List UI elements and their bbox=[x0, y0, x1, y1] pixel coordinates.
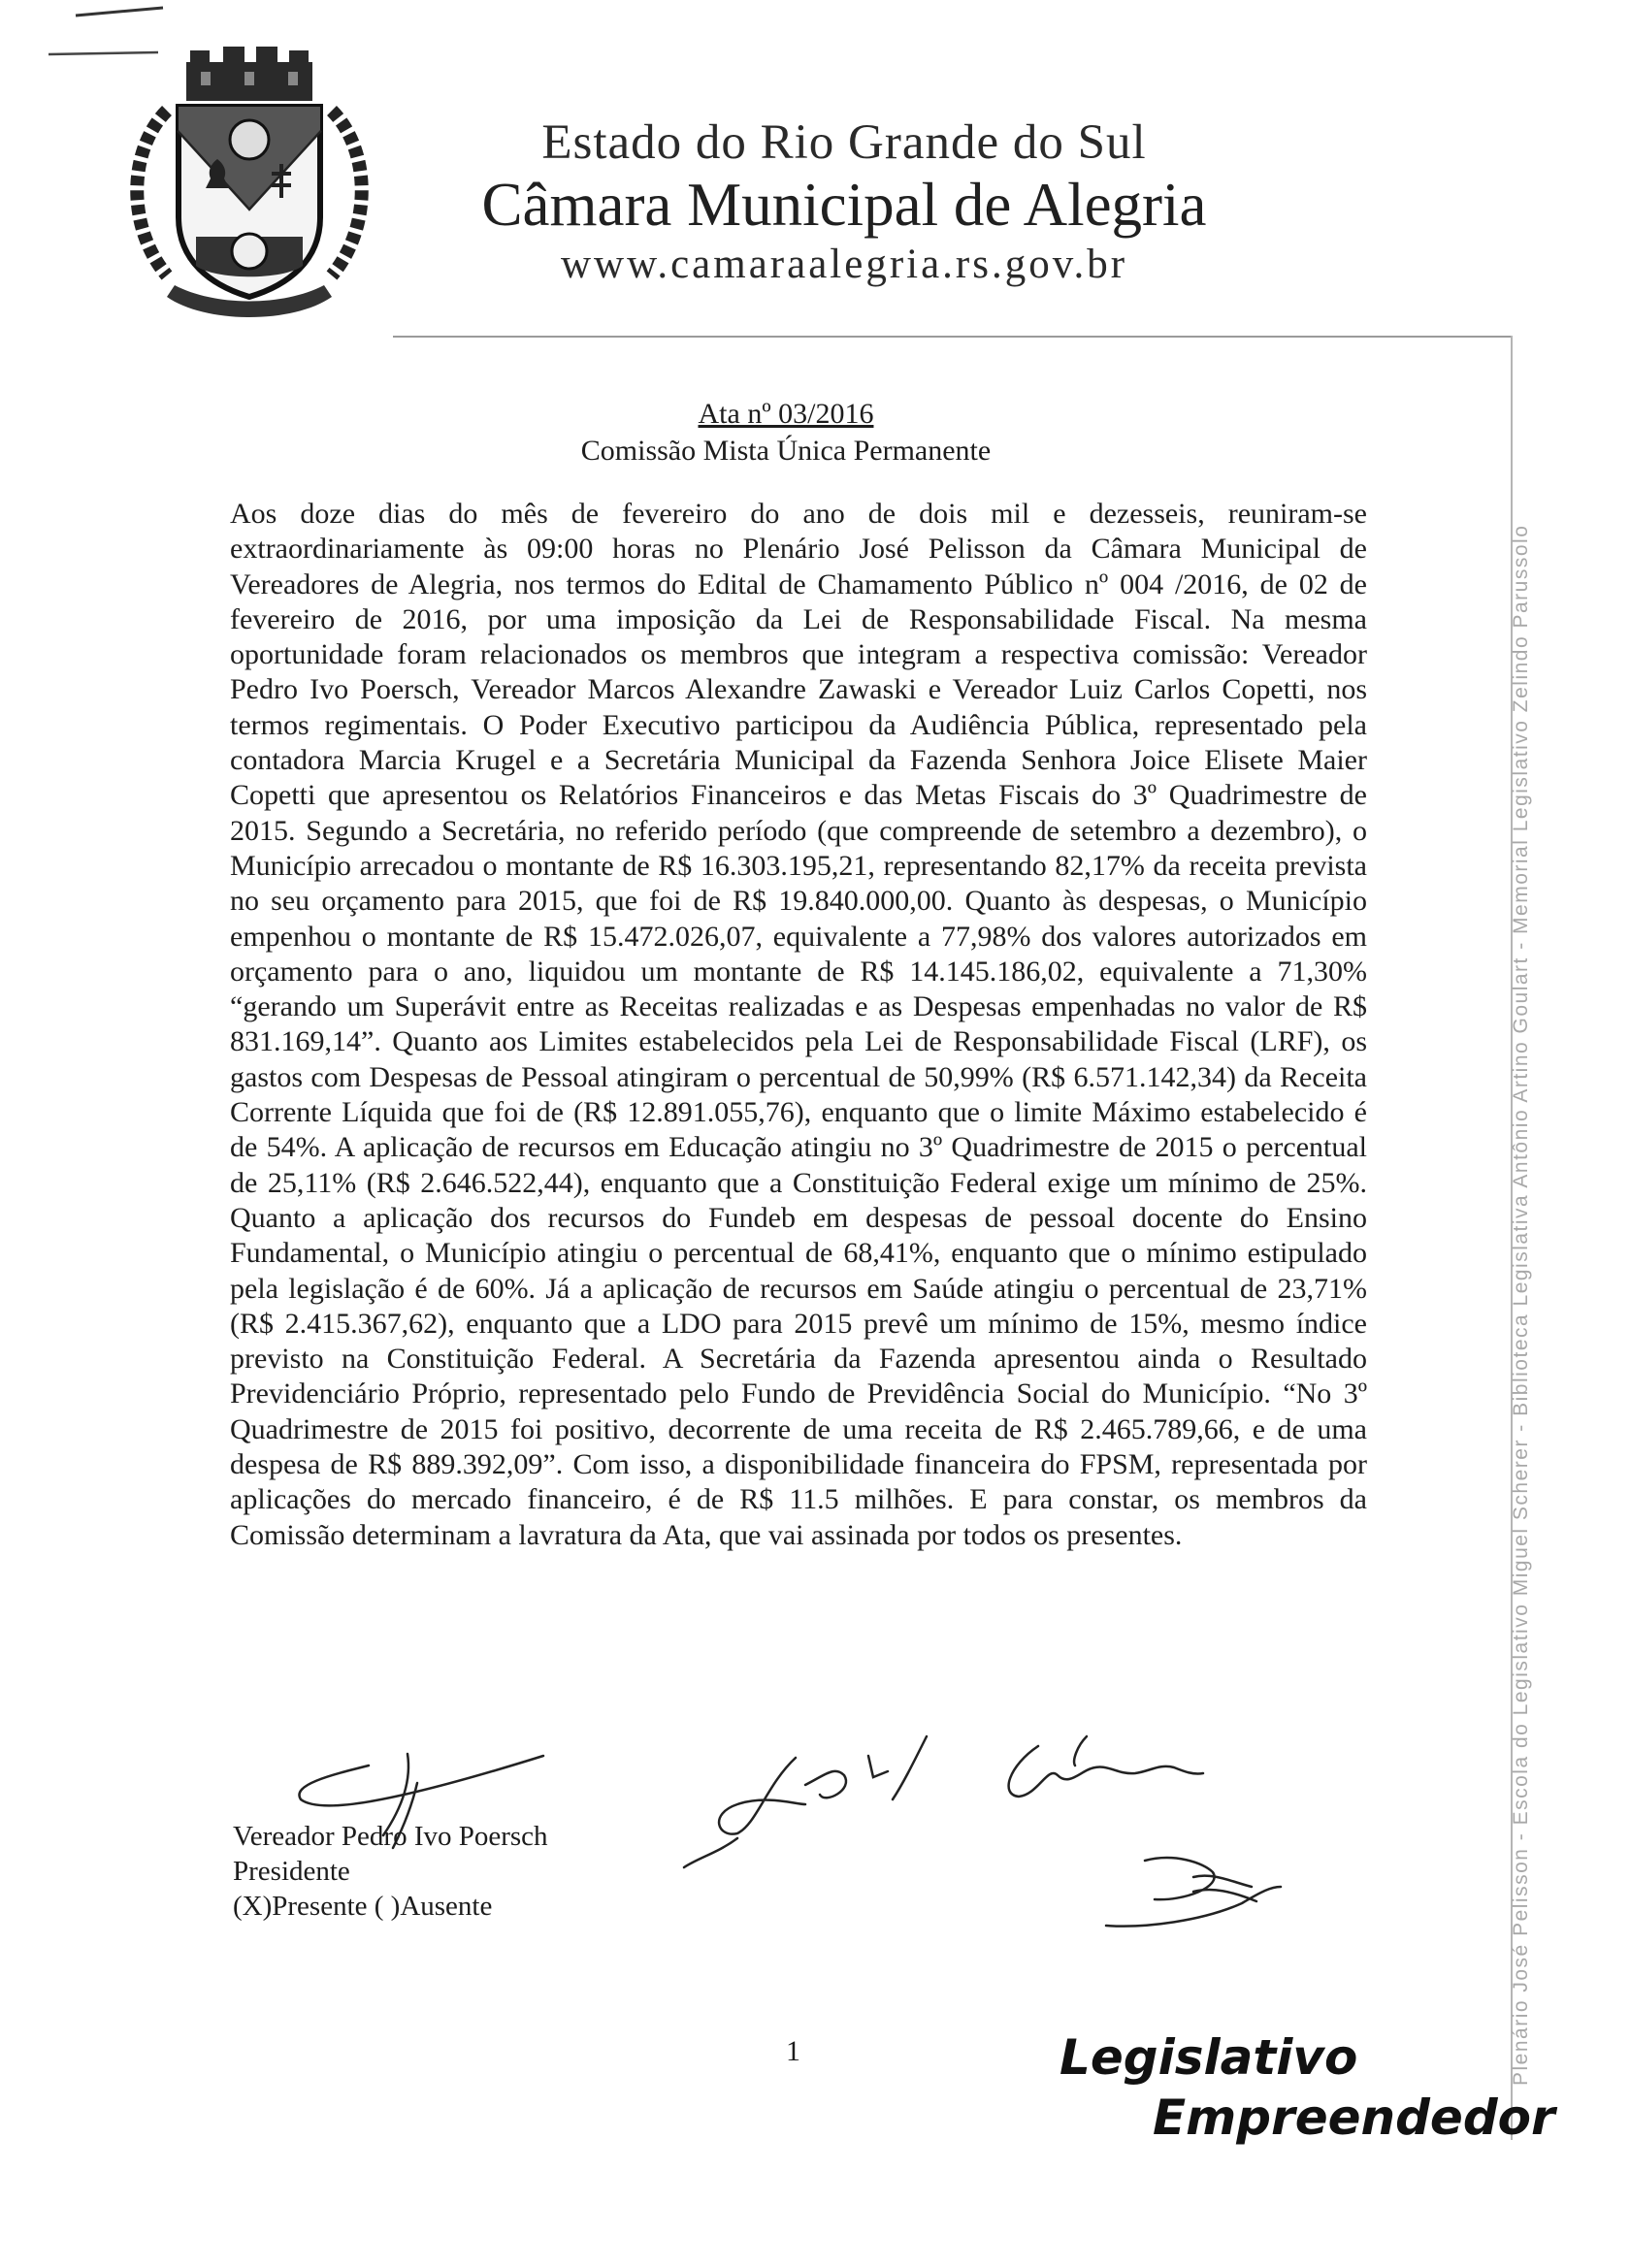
header-divider bbox=[393, 336, 1511, 338]
coat-of-arms-emblem bbox=[109, 43, 390, 324]
slogan-line-1: Legislativo bbox=[1060, 2029, 1358, 2086]
document-title bbox=[446, 396, 1125, 470]
state-name: Estado do Rio Grande do Sul bbox=[541, 115, 1147, 170]
slogan bbox=[1028, 2027, 1555, 2148]
attendance-status: (X)Presente ( )Ausente bbox=[233, 1891, 493, 1922]
slogan-line-2: Empreendedor bbox=[1153, 2090, 1555, 2146]
signatory-block bbox=[233, 1819, 718, 1924]
minutes-body bbox=[230, 497, 1367, 1553]
page-number: 1 bbox=[786, 2035, 800, 2067]
signatory-name: Vereador Pedro Ivo Poersch bbox=[233, 1821, 548, 1852]
signatory-role: Presidente bbox=[233, 1856, 350, 1887]
chamber-name: Câmara Municipal de Alegria bbox=[481, 170, 1207, 239]
body-paragraph: Aos doze dias do mês de fevereiro do ano de dois mil e dezesseis, reuniram-se extraordinariamente às 09:00 horas no Plenário José Pelisson da Câmara Municipal de Vereadores de Alegria, nos termos do Edital de Chamamento Público nº 004 /2016, de 02 de fevereiro de 2016, por uma imposição da Lei de Responsabilidade Fiscal. Na mesma oportunidade foram relacionados os membros que integram a respectiva comissão: Vereador Pedro Ivo Poersch, Vereador Marcos Alexandre Zawaski e Vereador Luiz Carlos Copetti, nos termos regimentais. O Poder Executivo participou da Audiência Pública, representado pela contadora Marcia Krugel e a Secretária Municipal da Fazenda Senhora Joice Elisete Maier Copetti que apresentou os Relatórios Financeiros e das Metas Fiscais do 3º Quadrimestre de 2015. Segundo a Secretária, no referido período (que compreende de setembro a dezembro), o Município arrecadou o montante de R$ 16.303.195,21, representando 82,17% da receita prevista no seu orçamento para 2015, que foi de R$ 19.840.000,00. Quanto às despesas, o Município empenhou o montante de R$ 15.472.026,07, equivalente a 77,98% dos valores autorizados em orçamento para o ano, liquidou um montante de R$ 14.145.186,02, equivalente a 71,30% “gerando um Superávit entre as Receitas realizadas e as Despesas empenhadas no valor de R$ 831.169,14”. Quanto aos Limites estabelecidos pela Lei de Responsabilidade Fiscal (LRF), os gastos com Despesas de Pessoal atingiram o percentual de 50,99% (R$ 6.571.142,34) da Receita Corrente Líquida que foi de (R$ 12.891.055,76), enquanto que o limite Máximo estabelecido é de 54%. A aplicação de recursos em Educação atingiu no 3º Quadrimestre de 2015 o percentual de 25,11% (R$ 2.646.522,44), enquanto que a Constituição Federal exige um mínimo de 25%. Quanto a aplicação dos recursos do Fundeb em despesas de pessoal docente do Ensino Fundamental, o Município atingiu o percentual de 68,41%, enquanto que o mínimo estipulado pela legislação é de 60%. Já a aplicação de recursos em Saúde atingiu o percentual de 23,71% (R$ 2.415.367,62), enquanto que a LDO para 2015 prevê um mínimo de 15%, mesmo índice previsto na Constituição Federal. A Secretária da Fazenda apresentou ainda o Resultado Previdenciário Próprio, representado pelo Fundo de Previdência Social do Município. “No 3º Quadrimestre de 2015 foi positivo, decorrente de uma receita de R$ 2.465.789,66, e de uma despesa de R$ 889.392,09”. Com isso, a disponibilidade financeira do FPSM, representada por aplicações do mercado financeiro, é de R$ 11.5 milhões. E para constar, os membros da Comissão determinam a lavratura da Ata, que vai assinada por todos os presentes. bbox=[230, 498, 1367, 1551]
minutes-number: Ata nº 03/2016 bbox=[698, 398, 874, 430]
commission-name: Comissão Mista Única Permanente bbox=[580, 435, 992, 467]
website-link[interactable]: www.camaraalegria.rs.gov.br bbox=[560, 241, 1128, 287]
side-watermark: Plenário José Pelisson - Escola do Legislativo Miguel Scherer - Biblioteca Legislativa Antônio Artino Goulart - Memorial Legislativo Zelindo Parussolo bbox=[1510, 524, 1532, 2086]
letterhead bbox=[427, 114, 1261, 291]
